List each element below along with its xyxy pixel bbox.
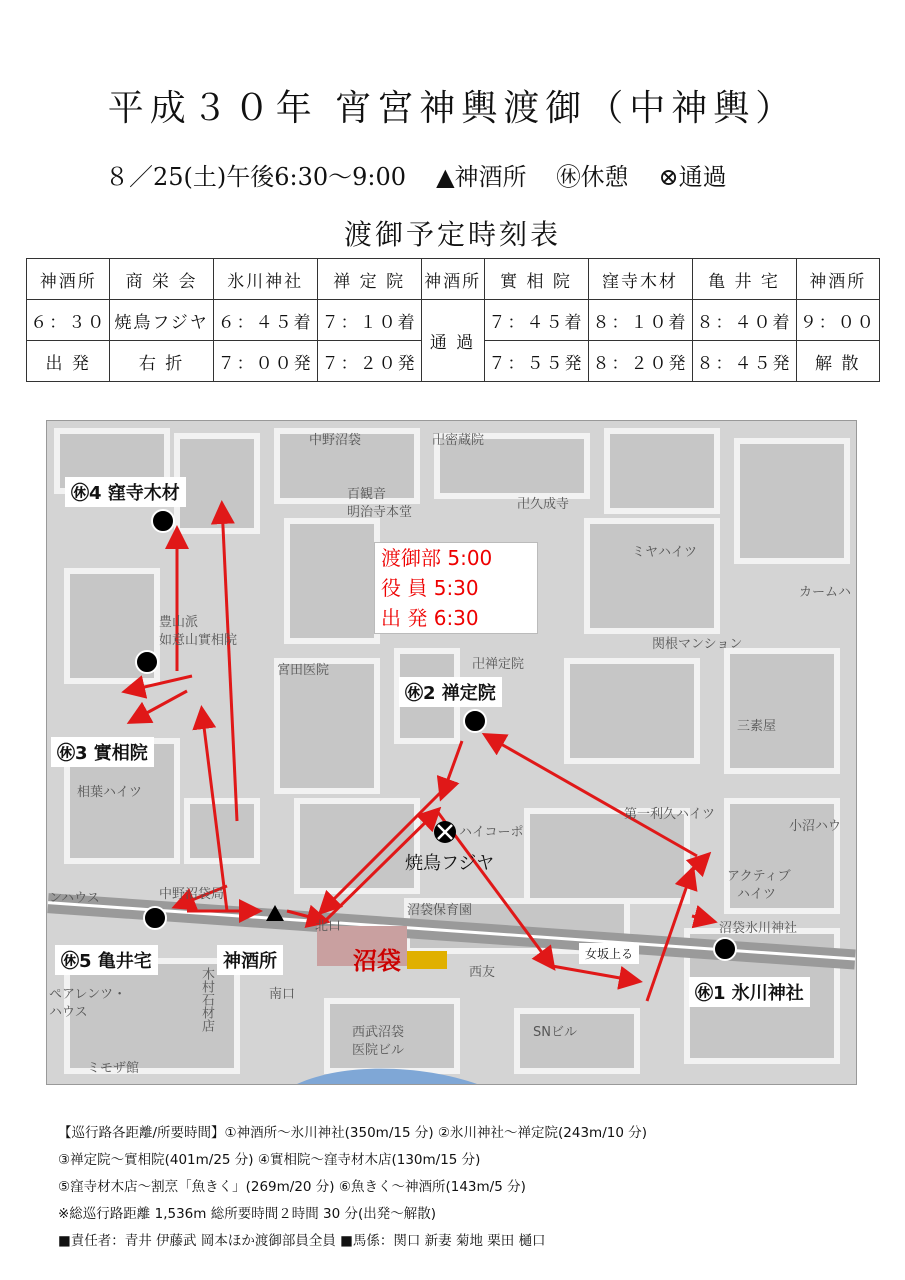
place-name: 明治寺本堂: [347, 505, 413, 520]
table-cell: 解 散: [796, 341, 879, 382]
route-map: [46, 420, 857, 1085]
shrine-label: 神酒所: [217, 945, 283, 975]
place-name: 木村石材店: [199, 967, 214, 1032]
table-header-row: [27, 259, 880, 300]
place-name: ミモザ館: [87, 1061, 140, 1076]
pass-label: 焼鳥フジヤ: [405, 853, 495, 874]
table-cell: ７：００発: [213, 341, 317, 382]
schedule-table: [26, 258, 880, 382]
onnazaka-label: 女坂上る: [579, 943, 639, 964]
table-cell: 神酒所: [27, 259, 110, 300]
table-cell-merged: 通 過: [421, 300, 484, 382]
info-line: 役 員 5:30: [381, 576, 479, 600]
stop4-label: ㊡4 窪寺木材: [65, 477, 186, 507]
event-subline: [105, 157, 727, 192]
place-name: 卍禅定院: [472, 657, 525, 672]
place-name: 北口: [315, 919, 342, 934]
place-name: 医院ビル: [352, 1043, 405, 1058]
table-row: [27, 300, 880, 341]
place-name: ンハウス: [49, 891, 100, 906]
stop2-label: ㊡2 禅定院: [399, 677, 502, 707]
place-name: カームハ: [799, 585, 852, 600]
place-name: 中野沼袋: [309, 433, 362, 448]
place-name: 如意山實相院: [159, 633, 238, 648]
info-line: 出 発 6:30: [381, 606, 479, 630]
footer-line: ■責任者：青井 伊藤武 岡本ほか渡御部員全員 ■馬係：関口 新妻 菊地 栗田 樋口: [58, 1233, 546, 1249]
table-cell: 禅 定 院: [317, 259, 421, 300]
place-name: ペアレンツ・: [49, 987, 127, 1002]
place-name: アクティブ: [727, 869, 791, 884]
place-name: 相葉ハイツ: [77, 785, 143, 800]
place-name: 第一利久ハイツ: [624, 807, 716, 822]
place-name: 豊山派: [159, 615, 199, 630]
table-cell: 神酒所: [796, 259, 879, 300]
table-cell: 焼鳥フジヤ: [110, 300, 213, 341]
table-cell: 窪寺木材: [588, 259, 692, 300]
table-cell: 商 栄 会: [110, 259, 213, 300]
stop1-label: ㊡1 氷川神社: [689, 977, 810, 1007]
place-name: SNビル: [533, 1025, 577, 1040]
table-cell: 亀 井 宅: [692, 259, 796, 300]
table-cell: 右 折: [110, 341, 213, 382]
page-title: 平成３０年 宵宮神輿渡御（中神輿）: [107, 88, 798, 129]
table-cell: ７：４５着: [484, 300, 588, 341]
table-cell: ８：１０着: [588, 300, 692, 341]
station-label: 沼袋: [353, 947, 401, 975]
place-name: 南口: [269, 987, 296, 1002]
table-cell: ９：００: [796, 300, 879, 341]
place-name: 卍密蔵院: [432, 433, 485, 448]
table-cell: 出 発: [27, 341, 110, 382]
footer-line: ※総巡行路距離 1,536m 総所要時間２時間 30 分(出発～解散): [58, 1206, 436, 1222]
table-cell: ６：４５着: [213, 300, 317, 341]
table-cell: ７：１０着: [317, 300, 421, 341]
table-cell: 氷川神社: [213, 259, 317, 300]
info-line: 渡御部 5:00: [381, 546, 493, 570]
footer-line: ⑤窪寺材木店～割烹「魚きく」(269m/20 分) ⑥魚きく～神酒所(143m/5 分): [58, 1179, 526, 1195]
schedule-title: 渡御予定時刻表: [343, 218, 561, 251]
place-name: 百観音: [347, 487, 387, 502]
place-name: 沼袋保育園: [407, 903, 473, 918]
place-name: ミヤハイツ: [632, 545, 698, 560]
legend-pass: ⊗通過: [658, 163, 727, 191]
place-name: ハウス: [49, 1005, 88, 1020]
place-name: 関根マンション: [652, 637, 743, 652]
table-cell: ８：４５発: [692, 341, 796, 382]
stop5-label: ㊡5 亀井宅: [55, 945, 158, 975]
footer-notes: [58, 1120, 647, 1255]
legend-shrine: ▲神酒所: [436, 163, 527, 191]
place-name: 卍久成寺: [517, 497, 570, 512]
table-cell: ６：３０: [27, 300, 110, 341]
place-name: 三素屋: [737, 719, 777, 734]
table-cell: ８：４０着: [692, 300, 796, 341]
place-name: 宮田医院: [277, 663, 330, 678]
place-name: 沼袋氷川神社: [719, 921, 798, 936]
table-cell: 實 相 院: [484, 259, 588, 300]
place-name: ハイコーポ: [459, 825, 524, 840]
place-name: 西武沼袋: [352, 1025, 405, 1040]
assembly-times-box: [374, 542, 538, 634]
table-cell: ８：２０発: [588, 341, 692, 382]
stop3-label: ㊡3 實相院: [51, 737, 154, 767]
legend-rest: ㊡休憩: [556, 163, 629, 191]
place-name: 西友: [469, 965, 496, 980]
table-cell: 神酒所: [421, 259, 484, 300]
footer-line: ③禅定院～實相院(401m/25 分) ④實相院～窪寺材木店(130m/15 分): [58, 1152, 481, 1168]
place-name: 小沼ハウ: [789, 819, 842, 834]
table-cell: ７：２０発: [317, 341, 421, 382]
table-cell: ７：５５発: [484, 341, 588, 382]
footer-line: 【巡行路各距離/所要時間】①神酒所～氷川神社(350m/15 分) ②氷川神社～禅定院(243m/10 分): [58, 1125, 647, 1141]
event-date: ８／25(土)午後6:30～9:00: [105, 163, 407, 191]
place-name: ハイツ: [737, 887, 777, 902]
place-name: 中野沼袋局: [159, 887, 225, 902]
